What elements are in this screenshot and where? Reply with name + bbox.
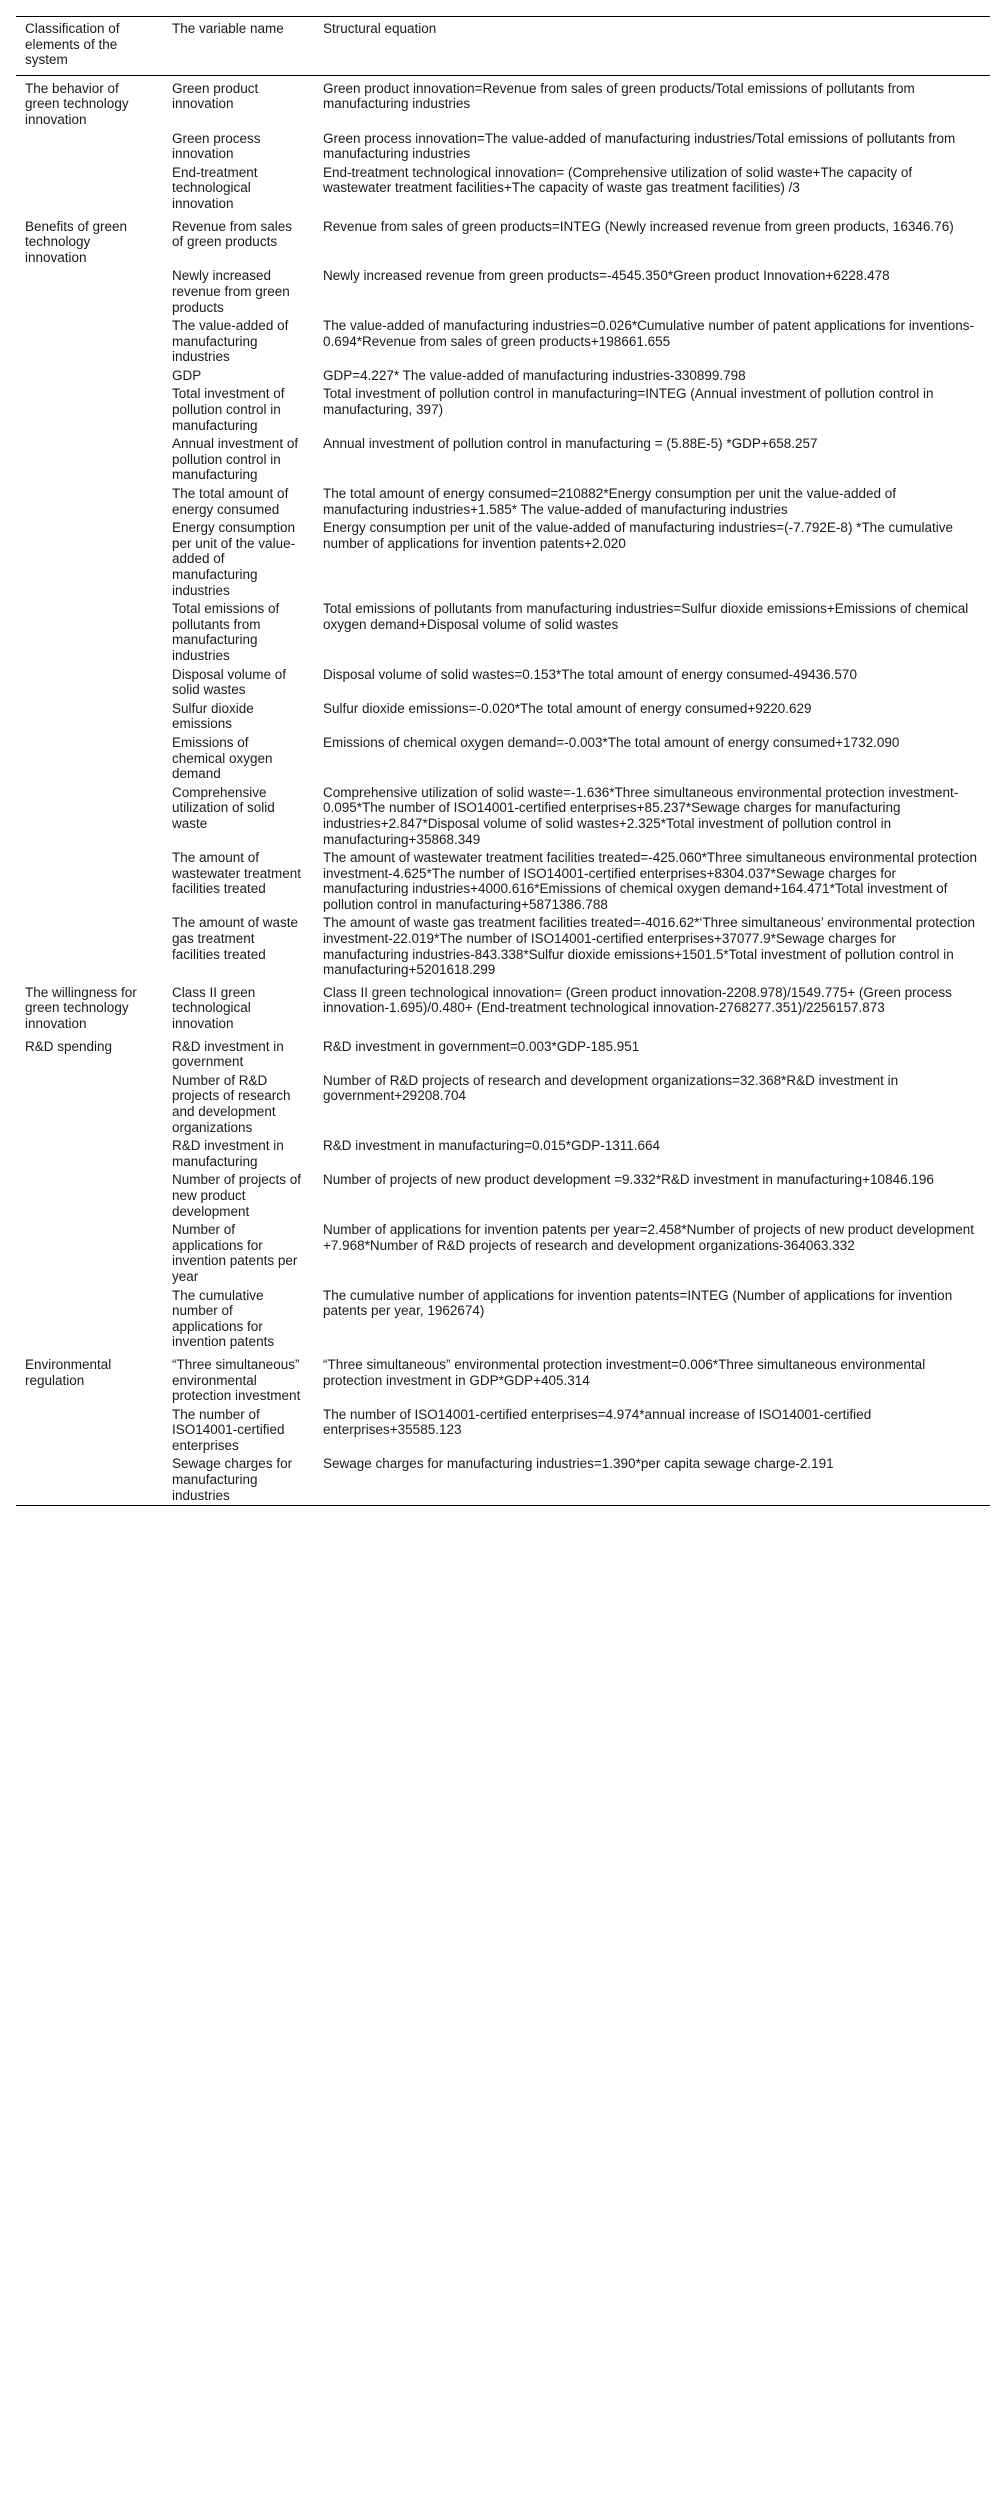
table-row xyxy=(16,849,990,914)
classification-cell: The behavior of green technology innovation xyxy=(25,80,129,127)
classification-cell xyxy=(16,784,164,849)
equation-cell: Energy consumption per unit of the value-added of manufacturing industries=(-7.792E-8) *The cumulative number of applications for invention patents+2.020 xyxy=(323,520,953,551)
variable-name-cell: Sulfur dioxide emissions xyxy=(172,700,254,732)
equation-cell: Sewage charges for manufacturing industries=1.390*per capita sewage charge-2.191 xyxy=(323,1456,834,1472)
classification-cell xyxy=(16,1072,164,1137)
header-row xyxy=(16,17,990,76)
equation-cell: The amount of wastewater treatment facilities treated=-425.060*Three simultaneous environmental protection investment-4.625*The number of ISO14001-certified enterprises+8304.037*Sewage charges for manufacturing industries+4000.616*Emissions of chemical oxygen demand+164.471*Total investment of pollution control in manufacturing+5871386.788 xyxy=(323,850,977,912)
equation-cell: Revenue from sales of green products=INTEG (Newly increased revenue from green products, 16346.76) xyxy=(323,218,954,234)
header-structural-equation: Structural equation xyxy=(323,21,437,36)
classification-cell xyxy=(16,734,164,784)
variable-name-cell: GDP xyxy=(172,367,202,383)
equation-cell: Comprehensive utilization of solid waste=-1.636*Three simultaneous environmental protection investment-0.095*The number of ISO14001-certified enterprises+85.237*Sewage charges for manufacturing industries+2.847*Disposal volume of solid wastes+2.325*Total investment of pollution control in manufacturing+35868.349 xyxy=(323,784,959,847)
table-row xyxy=(16,914,990,979)
classification-cell: Benefits of green technology innovation xyxy=(25,218,128,265)
variable-name-cell: The value-added of manufacturing industries xyxy=(172,318,289,365)
table-row xyxy=(16,1221,990,1286)
table-row xyxy=(16,1072,990,1137)
equation-cell: The total amount of energy consumed=210882*Energy consumption per unit the value-added of manufacturing industries+1.585* The value-added of manufacturing industries xyxy=(323,486,897,517)
variable-name-cell: Number of projects of new product development xyxy=(172,1172,302,1219)
classification-cell xyxy=(16,519,164,600)
equation-cell: Newly increased revenue from green products=-4545.350*Green product Innovation+6228.478 xyxy=(323,268,890,284)
table-header xyxy=(16,17,990,76)
equation-cell: Green process innovation=The value-added of manufacturing industries/Total emissions of pollutants from manufacturing industries xyxy=(323,130,956,162)
equation-cell: Green product innovation=Revenue from sales of green products/Total emissions of pollutants from manufacturing industries xyxy=(323,80,915,112)
classification-cell xyxy=(16,914,164,979)
variable-name-cell: The amount of waste gas treatment facilities treated xyxy=(172,915,299,962)
variable-name-cell: Revenue from sales of green products xyxy=(172,218,293,250)
table-row xyxy=(16,214,990,268)
equation-cell: Total emissions of pollutants from manufacturing industries=Sulfur dioxide emissions+Emissions of chemical oxygen demand+Disposal volume of solid wastes xyxy=(323,601,969,632)
classification-cell xyxy=(16,164,164,214)
structural-equations-table xyxy=(16,16,990,1506)
table-row xyxy=(16,1137,990,1171)
classification-cell xyxy=(16,435,164,485)
equation-cell: “Three simultaneous” environmental protection investment=0.006*Three simultaneous environmental protection investment in GDP*GDP+405.314 xyxy=(323,1356,926,1388)
table-row xyxy=(16,666,990,700)
variable-name-cell: Energy consumption per unit of the value-added of manufacturing industries xyxy=(172,520,296,598)
classification-cell xyxy=(16,600,164,665)
table-row xyxy=(16,164,990,214)
table-row xyxy=(16,734,990,784)
equation-cell: Disposal volume of solid wastes=0.153*The total amount of energy consumed-49436.570 xyxy=(323,666,857,682)
variable-name-cell: The amount of wastewater treatment facilities treated xyxy=(172,850,302,897)
variable-name-cell: The number of ISO14001-certified enterprises xyxy=(172,1406,285,1453)
classification-cell xyxy=(16,1455,164,1505)
equation-cell: The cumulative number of applications for invention patents=INTEG (Number of applications for invention patents per year, 1962674) xyxy=(323,1287,953,1319)
classification-cell xyxy=(16,367,164,386)
variable-name-cell: Newly increased revenue from green products xyxy=(172,268,290,315)
equation-cell: Emissions of chemical oxygen demand=-0.003*The total amount of energy consumed+1732.090 xyxy=(323,734,900,750)
variable-name-cell: Disposal volume of solid wastes xyxy=(172,666,287,698)
table-row xyxy=(16,317,990,367)
equation-cell: Annual investment of pollution control in manufacturing = (5.88E-5) *GDP+658.257 xyxy=(323,436,818,452)
classification-cell xyxy=(16,1171,164,1221)
table-row xyxy=(16,519,990,600)
variable-name-cell: Total investment of pollution control in manufacturing xyxy=(172,386,285,433)
variable-name-cell: R&D investment in manufacturing xyxy=(172,1138,284,1169)
variable-name-cell: The cumulative number of applications for invention patents xyxy=(172,1287,275,1350)
classification-cell xyxy=(16,130,164,164)
variable-name-cell: Sewage charges for manufacturing industries xyxy=(172,1456,293,1503)
equation-cell: R&D investment in manufacturing=0.015*GDP-1311.664 xyxy=(323,1138,661,1154)
equation-cell: Number of projects of new product development =9.332*R&D investment in manufacturing+10846.196 xyxy=(323,1172,934,1188)
variable-name-cell: Class II green technological innovation xyxy=(172,984,256,1032)
equation-cell: GDP=4.227* The value-added of manufacturing industries-330899.798 xyxy=(323,367,746,383)
equation-cell: End-treatment technological innovation= (Comprehensive utilization of solid waste+The capacity of wastewater treatment facilities+The capacity of waste gas treatment facilities) /3 xyxy=(323,164,913,196)
equation-cell: R&D investment in government=0.003*GDP-185.951 xyxy=(323,1038,640,1054)
variable-name-cell: Green product innovation xyxy=(172,80,259,112)
table-row xyxy=(16,784,990,849)
table-row xyxy=(16,385,990,435)
classification-cell: R&D spending xyxy=(25,1038,113,1054)
classification-cell xyxy=(16,385,164,435)
classification-cell: The willingness for green technology innovation xyxy=(25,984,137,1032)
equation-cell: Sulfur dioxide emissions=-0.020*The total amount of energy consumed+9220.629 xyxy=(323,700,812,716)
table-row xyxy=(16,1406,990,1456)
table-row xyxy=(16,700,990,734)
table-body xyxy=(16,75,990,1505)
equation-cell: The number of ISO14001-certified enterprises=4.974*annual increase of ISO14001-certified enterprises+35585.123 xyxy=(323,1406,872,1438)
classification-cell xyxy=(16,1406,164,1456)
classification-cell xyxy=(16,1137,164,1171)
table-row xyxy=(16,267,990,317)
classification-cell xyxy=(16,700,164,734)
classification-cell xyxy=(16,317,164,367)
variable-name-cell: Green process innovation xyxy=(172,130,261,162)
variable-name-cell: The total amount of energy consumed xyxy=(172,486,289,517)
variable-name-cell: “Three simultaneous” environmental protection investment xyxy=(172,1356,301,1404)
header-classification: Classification of elements of the system xyxy=(25,21,120,68)
variable-name-cell: Total emissions of pollutants from manufacturing industries xyxy=(172,601,280,663)
variable-name-cell: Number of R&D projects of research and development organizations xyxy=(172,1072,291,1135)
equation-cell: Number of R&D projects of research and development organizations=32.368*R&D investment in government+29208.704 xyxy=(323,1072,899,1104)
classification-cell xyxy=(16,666,164,700)
table-row xyxy=(16,367,990,386)
table-row xyxy=(16,485,990,519)
variable-name-cell: Emissions of chemical oxygen demand xyxy=(172,734,273,782)
equation-cell: The value-added of manufacturing industries=0.026*Cumulative number of patent applications for inventions-0.694*Revenue from sales of green products+198661.655 xyxy=(323,318,975,349)
table-row xyxy=(16,1455,990,1505)
equation-cell: Total investment of pollution control in manufacturing=INTEG (Annual investment of pollution control in manufacturing, 397) xyxy=(323,386,934,418)
equation-cell: The amount of waste gas treatment facilities treated=-4016.62*‘Three simultaneous’ environmental protection investment-22.019*The number of ISO14001-certified enterprises+37077.9*Sewage charges for manufacturing industries-843.338*Sulfur dioxide emissions+1501.5*Total investment of pollution control in manufacturing+5201618.299 xyxy=(323,915,975,978)
classification-cell: Environmental regulation xyxy=(25,1356,112,1388)
table-row xyxy=(16,75,990,129)
classification-cell xyxy=(16,267,164,317)
classification-cell xyxy=(16,849,164,914)
table-row xyxy=(16,1287,990,1352)
table-row xyxy=(16,130,990,164)
table-row xyxy=(16,435,990,485)
table-row xyxy=(16,1171,990,1221)
equation-cell: Number of applications for invention patents per year=2.458*Number of projects of new product development +7.968*Number of R&D projects of research and development organizations-364063.332 xyxy=(323,1222,974,1253)
header-variable-name: The variable name xyxy=(172,21,284,36)
variable-name-cell: Comprehensive utilization of solid waste xyxy=(172,784,275,831)
table-row xyxy=(16,1352,990,1406)
classification-cell xyxy=(16,485,164,519)
table-row xyxy=(16,980,990,1034)
classification-cell xyxy=(16,1221,164,1286)
table-row xyxy=(16,1034,990,1072)
variable-name-cell: Annual investment of pollution control in manufacturing xyxy=(172,436,299,483)
table-row xyxy=(16,600,990,665)
equation-cell: Class II green technological innovation= (Green product innovation-2208.978)/1549.775+ (Green process innovation-1.695)/0.480+ (End-treatment technological innovation-2768277.351)/2256157.873 xyxy=(323,984,952,1016)
classification-cell xyxy=(16,1287,164,1352)
variable-name-cell: R&D investment in government xyxy=(172,1038,284,1070)
variable-name-cell: End-treatment technological innovation xyxy=(172,164,258,211)
variable-name-cell: Number of applications for invention patents per year xyxy=(172,1222,298,1284)
